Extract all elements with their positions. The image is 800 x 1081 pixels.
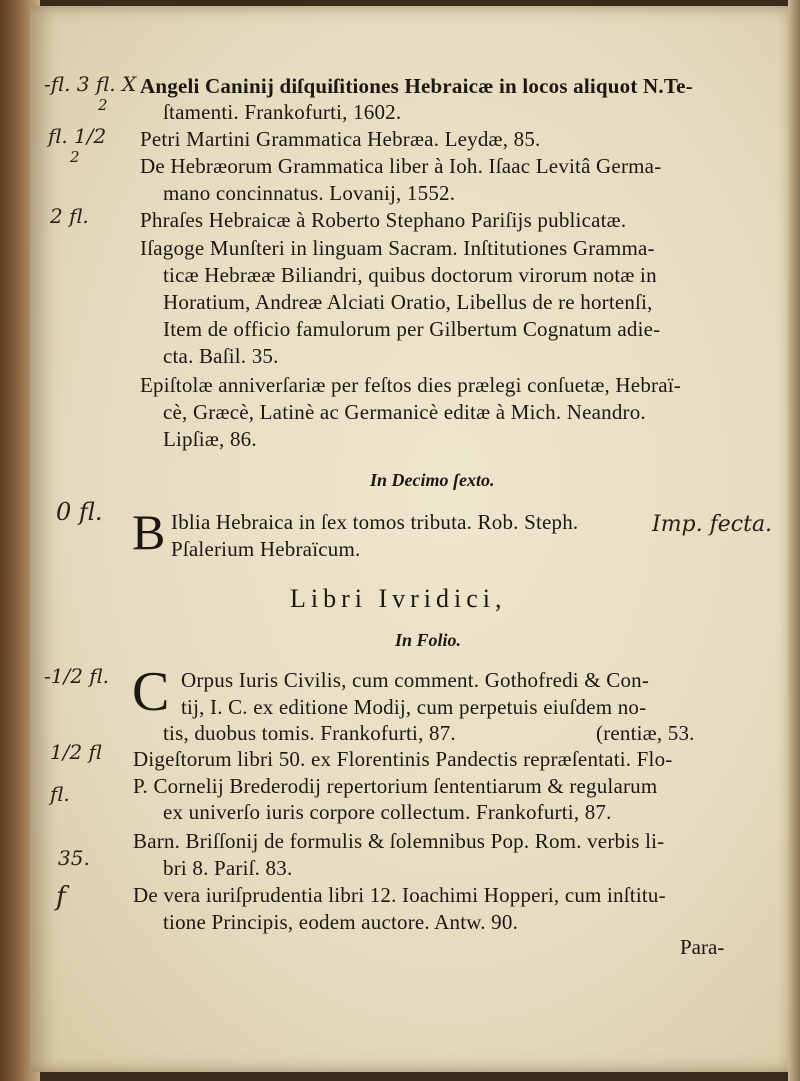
entry-digestorum: Digeſtorum libri 50. ex Florentinis Pandectis repræſentati. Flo-: [133, 747, 673, 771]
margin-note-8: fl.: [50, 782, 70, 806]
entry-biblia-line-2: Pſalerium Hebraïcum.: [171, 537, 361, 561]
margin-note-9: 35.: [58, 846, 90, 870]
entry-brederode-line-2: ex univerſo iuris corpore collectum. Frankofurti, 87.: [163, 800, 612, 824]
section-decimo-sexto: In Decimo ſexto.: [370, 470, 495, 490]
entry-brederode-line-1: P. Cornelij Brederodij repertorium ſententiarum & regularum: [133, 774, 658, 798]
entry-levita-line-1: De Hebræorum Grammatica liber à Ioh. Iſaac Levitâ Germa-: [140, 154, 662, 178]
catchword: Para-: [680, 935, 725, 959]
entry-neander-line-1: Epiſtolæ anniverſariæ per feſtos dies prælegi conſuetæ, Hebraï-: [140, 373, 681, 397]
entry-neander-line-2: cè, Græcè, Latinè ac Germanicè editæ à Mich. Neandro.: [163, 400, 646, 424]
entry-neander-line-3: Lipſiæ, 86.: [163, 427, 257, 451]
entry-munster-line-2: ticæ Hebrææ Biliandri, quibus doctorum virorum notæ in: [163, 263, 657, 287]
entry-corpus-line-1: Orpus Iuris Civilis, cum comment. Gothofredi & Con-: [181, 668, 650, 692]
entry-stephanus-phrases: Phraſes Hebraicæ à Roberto Stephano Pariſijs publicatæ.: [140, 208, 627, 232]
entry-martini: Petri Martini Grammatica Hebræa. Leydæ, 85.: [140, 127, 541, 151]
margin-note-1b: 2: [98, 96, 108, 114]
entry-brissonius-line-1: Barn. Briſſonij de formulis & ſolemnibus Pop. Rom. verbis li-: [133, 829, 665, 853]
entry-hopperus-line-1: De vera iuriſprudentia libri 12. Ioachimi Hopperi, cum inſtitu-: [133, 883, 666, 907]
entry-munster-line-1: Iſagoge Munſteri in linguam Sacram. Inſtitutiones Gramma-: [140, 236, 655, 260]
entry-munster-line-5: cta. Baſil. 35.: [163, 344, 279, 368]
entry-hopperus-line-2: tione Principis, eodem auctore. Antw. 90.: [163, 910, 519, 934]
entry-corpus-line-3: tis, duobus tomis. Frankofurti, 87.: [163, 721, 456, 745]
entry-caninius-line-1: Angeli Caninij diſquiſitiones Hebraicæ in locos aliquot N.Te-: [140, 74, 693, 98]
entry-corpus-line-2: tij, I. C. ex editione Modij, cum perpetuis eiuſdem no-: [181, 695, 647, 719]
margin-note-10: f: [56, 882, 66, 912]
margin-note-6: -1/2 fl.: [44, 664, 109, 688]
margin-note-5: Imp. fecta.: [652, 512, 773, 537]
dropcap-c: C: [132, 661, 170, 723]
entry-biblia-line-1: Iblia Hebraica in ſex tomos tributa. Rob. Steph.: [171, 510, 579, 534]
entry-caninius-line-2: ſtamenti. Frankofurti, 1602.: [163, 100, 402, 124]
margin-note-2: fl. 1/2: [48, 124, 107, 148]
margin-note-3: 2 fl.: [50, 204, 89, 228]
heading-libri-iuridici: Libri Ivridici,: [290, 584, 507, 613]
entry-munster-line-4: Item de officio famulorum per Gilbertum Cognatum adie-: [163, 317, 661, 341]
margin-note-2b: 2: [70, 148, 80, 166]
margin-note-1: -fl. 3 fl. X: [44, 72, 137, 96]
dropcap-b: B: [132, 504, 166, 560]
section-in-folio: In Folio.: [395, 630, 462, 650]
margin-note-7: 1/2 fl: [50, 740, 102, 764]
entry-levita-line-2: mano concinnatus. Lovanij, 1552.: [163, 181, 456, 205]
runover-florentiae: (rentiæ, 53.: [596, 721, 695, 745]
entry-brissonius-line-2: bri 8. Pariſ. 83.: [163, 856, 293, 880]
entry-munster-line-3: Horatium, Andreæ Alciati Oratio, Libellus de re hortenſi,: [163, 290, 653, 314]
margin-note-4: 0 fl.: [56, 498, 103, 526]
